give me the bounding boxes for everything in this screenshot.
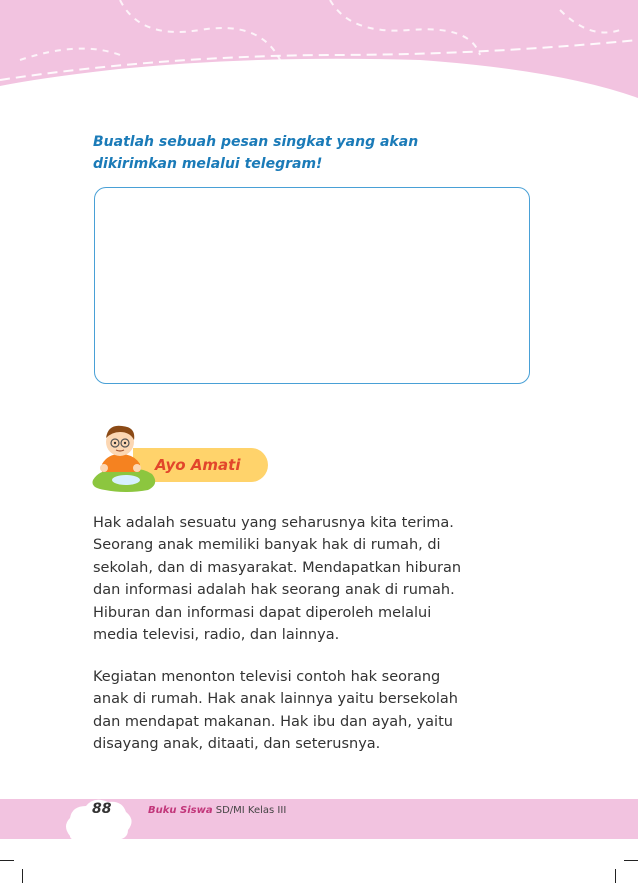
text-line: dan informasi adalah hak seorang anak di rumah.: [93, 582, 455, 599]
crop-mark: [0, 860, 14, 861]
text-line: Seorang anak memiliki banyak hak di rumah, di: [93, 537, 441, 554]
paragraph-rights: [93, 512, 543, 646]
instruction-line: Buatlah sebuah pesan singkat yang akan: [93, 134, 419, 150]
page-number: 88: [92, 801, 112, 817]
text-line: sekolah, dan di masyarakat. Mendapatkan hiburan: [93, 559, 462, 576]
text-line: Hiburan dan informasi dapat diperoleh melalui: [93, 604, 432, 621]
text-line: Hak adalah sesuatu yang seharusnya kita terima.: [93, 515, 454, 531]
book-level: SD/MI Kelas III: [215, 805, 287, 816]
text-line: media televisi, radio, dan lainnya.: [93, 627, 340, 644]
text-line: anak di rumah. Hak anak lainnya yaitu bersekolah: [93, 691, 458, 708]
crop-mark: [624, 860, 638, 861]
instruction-line: dikirimkan melalui telegram!: [93, 156, 323, 172]
book-title: Buku Siswa: [148, 805, 213, 816]
header-decoration: [0, 0, 638, 120]
text-line: Kegiatan menonton televisi contoh hak seorang: [93, 669, 441, 685]
crop-mark: [615, 869, 616, 883]
text-line: disayang anak, ditaati, dan seterusnya.: [93, 736, 381, 753]
section-title: Ayo Amati: [155, 456, 241, 474]
paragraph-examples: [93, 666, 543, 756]
answer-box: [94, 187, 530, 384]
crop-mark: [22, 869, 23, 883]
instruction-text: [93, 131, 533, 175]
text-line: dan mendapat makanan. Hak ibu dan ayah, yaitu: [93, 713, 453, 730]
book-info: [148, 805, 286, 816]
